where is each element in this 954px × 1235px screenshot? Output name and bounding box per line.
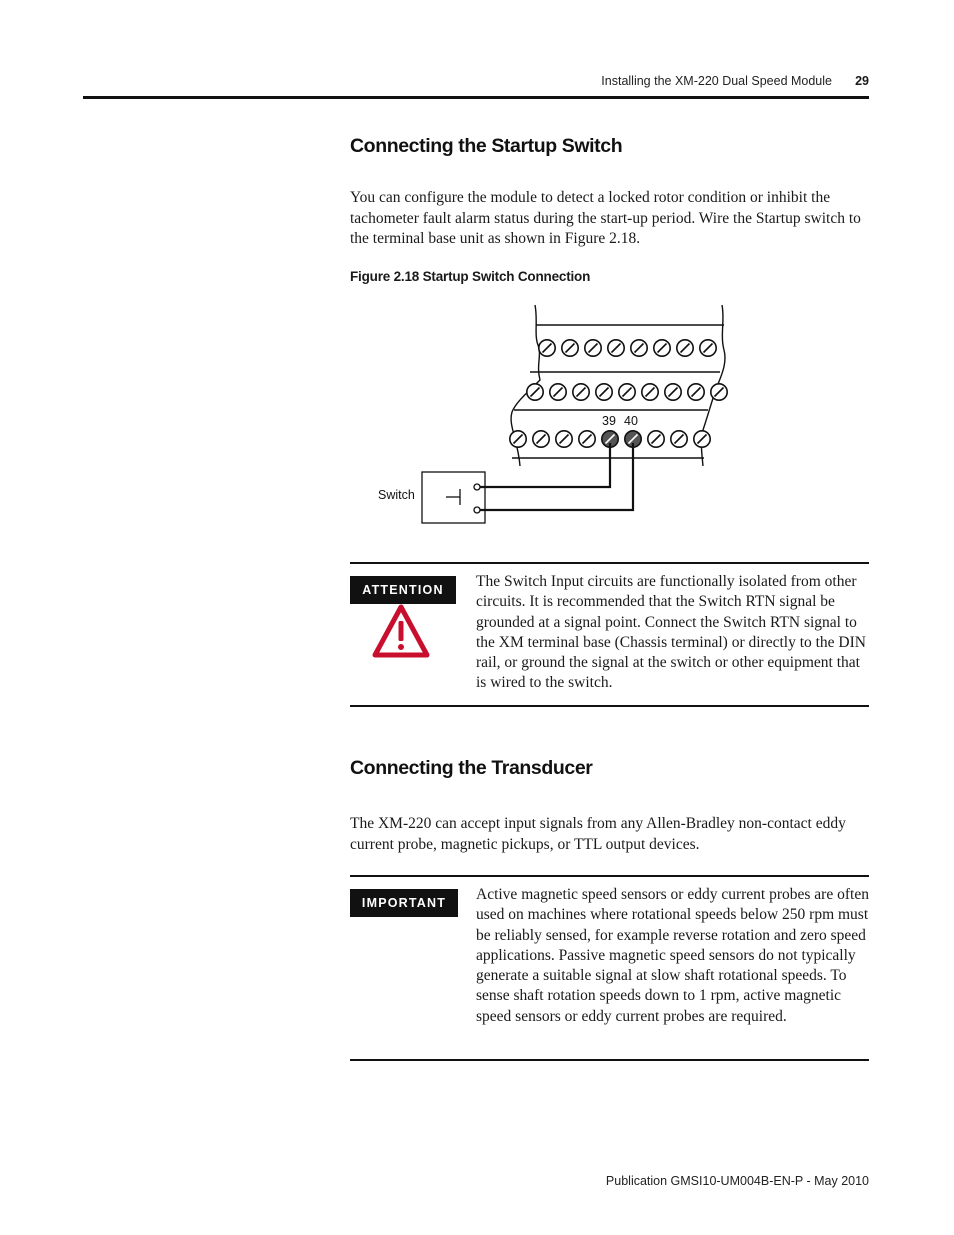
switch-label: Switch <box>378 488 415 502</box>
attention-bottom-rule <box>350 705 869 707</box>
section-heading-startup-switch: Connecting the Startup Switch <box>350 135 623 157</box>
attention-top-rule <box>350 562 869 564</box>
attention-badge: ATTENTION <box>350 576 456 604</box>
important-text: Active magnetic speed sensors or eddy current probes are often used on machines where rotational speeds below 250 rpm must be reliably sensed, for example reverse rotation and zero speed applications. Passive magnetic speed sensors do not typically generate a suitable signal at slow shaft rotational speeds. To sense shaft rotation speeds down to 1 rpm, active magnetic speed sensors or eddy current probes are required. <box>476 886 869 1025</box>
figure-caption: Figure 2.18 Startup Switch Connection <box>350 269 591 284</box>
terminal-base <box>510 305 727 466</box>
header-rule <box>83 96 869 99</box>
attention-text: The Switch Input circuits are functionally isolated from other circuits. It is recommended that the Switch RTN signal be grounded at a signal point. Connect the Switch RTN signal to the XM terminal base (Chassis terminal) or directly to the DIN rail, or ground the signal at the switch or other equipment that is wired to the switch. <box>476 573 866 692</box>
page-number: 29 <box>855 74 869 88</box>
terminal-label-39: 39 <box>602 414 616 428</box>
important-top-rule <box>350 875 869 877</box>
startup-switch-diagram <box>370 300 740 530</box>
important-bottom-rule <box>350 1059 869 1061</box>
startup-switch-paragraph: You can configure the module to detect a locked rotor condition or inhibit the tachometer fault alarm status during the start-up period. Wire the Startup switch to the terminal base unit as shown in Figure 2.18. <box>350 189 861 247</box>
switch-wires <box>480 443 633 510</box>
transducer-paragraph: The XM-220 can accept input signals from any Allen-Bradley non-contact eddy current probe, magnetic pickups, or TTL output devices. <box>350 815 846 853</box>
switch-symbol <box>422 472 485 523</box>
publication-footer: Publication GMSI10-UM004B-EN-P - May 2010 <box>605 1174 869 1188</box>
terminal-label-40: 40 <box>624 414 638 428</box>
running-header: Installing the XM-220 Dual Speed Module <box>601 74 832 88</box>
warning-triangle-icon <box>372 604 430 658</box>
section-heading-transducer: Connecting the Transducer <box>350 757 593 779</box>
important-badge: IMPORTANT <box>350 889 458 917</box>
